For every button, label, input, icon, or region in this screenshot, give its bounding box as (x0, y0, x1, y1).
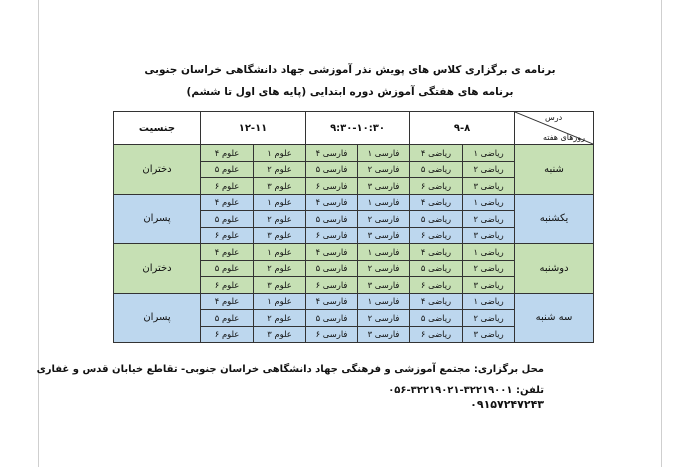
lesson-cell: ریاضی ۲ (463, 211, 515, 228)
lesson-cell: ریاضی ۱ (463, 194, 515, 211)
table-row (114, 244, 594, 261)
lesson-cell: فارسی ۳ (358, 178, 410, 195)
time-slot-header-3: ۱۲-۱۱ (201, 112, 306, 145)
lesson-cell: ریاضی ۶ (410, 326, 463, 343)
day-cell: شنبه (515, 145, 594, 195)
lesson-cell: ریاضی ۱ (463, 293, 515, 310)
lesson-cell: علوم ۱ (254, 145, 306, 162)
lesson-cell: علوم ۲ (254, 260, 306, 277)
lesson-cell: ریاضی ۳ (463, 277, 515, 294)
lesson-cell: علوم ۴ (201, 194, 254, 211)
document-subtitle: برنامه های هفتگی آموزش دوره ابتدایی (پایه های اول تا ششم) (186, 86, 514, 98)
lesson-cell: فارسی ۳ (358, 227, 410, 244)
day-cell: یکشنبه (515, 194, 594, 244)
schedule-table (113, 111, 594, 343)
lesson-cell: علوم ۱ (254, 293, 306, 310)
lesson-cell: ریاضی ۵ (410, 260, 463, 277)
lesson-cell: علوم ۱ (254, 244, 306, 261)
table-row (114, 194, 594, 211)
corner-label-days: روزهای هفته (543, 133, 586, 142)
lesson-cell: فارسی ۱ (358, 293, 410, 310)
lesson-cell: ریاضی ۴ (410, 145, 463, 162)
lesson-cell: علوم ۵ (201, 260, 254, 277)
lesson-cell: ریاضی ۴ (410, 194, 463, 211)
lesson-cell: علوم ۳ (254, 227, 306, 244)
lesson-cell: ریاضی ۶ (410, 277, 463, 294)
lesson-cell: فارسی ۲ (358, 260, 410, 277)
lesson-cell: ریاضی ۱ (463, 145, 515, 162)
lesson-cell: فارسی ۶ (306, 227, 358, 244)
lesson-cell: علوم ۶ (201, 227, 254, 244)
day-cell: سه شنبه (515, 293, 594, 343)
corner-label-lesson: درس (545, 113, 563, 122)
lesson-cell: فارسی ۶ (306, 277, 358, 294)
gender-cell: دختران (114, 244, 201, 294)
gender-cell: پسران (114, 194, 201, 244)
lesson-cell: علوم ۲ (254, 161, 306, 178)
lesson-cell: ریاضی ۳ (463, 227, 515, 244)
table-corner-header (515, 112, 594, 145)
document-title: برنامه ی برگزاری کلاس های پویش نذر آموزشی جهاد دانشگاهی خراسان جنوبی (144, 64, 556, 76)
day-cell: دوشنبه (515, 244, 594, 294)
lesson-cell: فارسی ۴ (306, 293, 358, 310)
lesson-cell: علوم ۵ (201, 161, 254, 178)
lesson-cell: فارسی ۵ (306, 161, 358, 178)
lesson-cell: علوم ۳ (254, 277, 306, 294)
lesson-cell: علوم ۴ (201, 145, 254, 162)
lesson-cell: ریاضی ۱ (463, 244, 515, 261)
lesson-cell: ریاضی ۲ (463, 161, 515, 178)
lesson-cell: ریاضی ۳ (463, 326, 515, 343)
lesson-cell: ریاضی ۵ (410, 211, 463, 228)
gender-cell: دختران (114, 145, 201, 195)
time-slot-header-2: ۹:۳۰-۱۰:۳۰ (306, 112, 410, 145)
lesson-cell: ریاضی ۴ (410, 244, 463, 261)
lesson-cell: علوم ۳ (254, 178, 306, 195)
lesson-cell: ریاضی ۶ (410, 227, 463, 244)
lesson-cell: فارسی ۱ (358, 145, 410, 162)
table-row (114, 145, 594, 162)
lesson-cell: فارسی ۵ (306, 310, 358, 327)
lesson-cell: علوم ۲ (254, 310, 306, 327)
footer-mobile: ۰۹۱۵۷۲۴۷۲۴۳ (470, 398, 544, 411)
lesson-cell: فارسی ۲ (358, 211, 410, 228)
lesson-cell: علوم ۴ (201, 293, 254, 310)
lesson-cell: فارسی ۵ (306, 260, 358, 277)
lesson-cell: فارسی ۱ (358, 194, 410, 211)
lesson-cell: ریاضی ۵ (410, 310, 463, 327)
lesson-cell: ریاضی ۶ (410, 178, 463, 195)
lesson-cell: فارسی ۲ (358, 310, 410, 327)
lesson-cell: علوم ۵ (201, 211, 254, 228)
lesson-cell: علوم ۴ (201, 244, 254, 261)
lesson-cell: فارسی ۶ (306, 178, 358, 195)
lesson-cell: فارسی ۴ (306, 145, 358, 162)
footer-location: محل برگزاری: مجتمع آموزشی و فرهنگی جهاد دانشگاهی خراسان جنوبی- تقاطع خیابان قدس و غفاری (36, 364, 544, 375)
time-slot-header-1: ۹-۸ (410, 112, 515, 145)
lesson-cell: فارسی ۱ (358, 244, 410, 261)
lesson-cell: ریاضی ۴ (410, 293, 463, 310)
lesson-cell: ریاضی ۵ (410, 161, 463, 178)
gender-header: جنسیت (114, 112, 201, 145)
lesson-cell: علوم ۵ (201, 310, 254, 327)
lesson-cell: فارسی ۲ (358, 161, 410, 178)
gender-cell: پسران (114, 293, 201, 343)
lesson-cell: علوم ۶ (201, 178, 254, 195)
lesson-cell: فارسی ۴ (306, 194, 358, 211)
lesson-cell: فارسی ۳ (358, 326, 410, 343)
schedule-body (114, 145, 594, 343)
lesson-cell: علوم ۲ (254, 211, 306, 228)
lesson-cell: علوم ۶ (201, 277, 254, 294)
lesson-cell: فارسی ۶ (306, 326, 358, 343)
lesson-cell: علوم ۳ (254, 326, 306, 343)
lesson-cell: علوم ۱ (254, 194, 306, 211)
lesson-cell: علوم ۶ (201, 326, 254, 343)
lesson-cell: فارسی ۳ (358, 277, 410, 294)
lesson-cell: فارسی ۴ (306, 244, 358, 261)
lesson-cell: فارسی ۵ (306, 211, 358, 228)
footer-phone: تلفن: ۳۲۲۱۹۰۰۱-۳۲۲۱۹۰۲۱-۰۵۶ (388, 385, 544, 396)
lesson-cell: ریاضی ۲ (463, 260, 515, 277)
lesson-cell: ریاضی ۲ (463, 310, 515, 327)
lesson-cell: ریاضی ۳ (463, 178, 515, 195)
table-row (114, 293, 594, 310)
